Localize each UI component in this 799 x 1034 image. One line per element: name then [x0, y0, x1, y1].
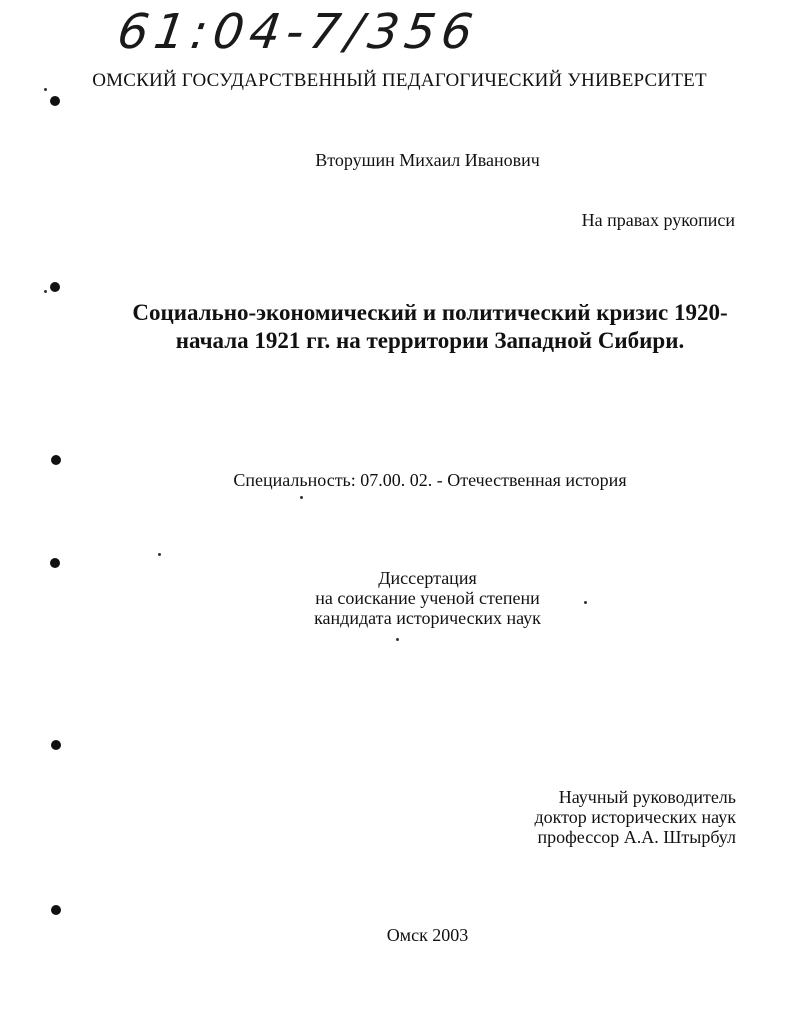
- dissertation-title: [0, 299, 799, 355]
- scan-speck: [584, 601, 587, 604]
- punch-hole-mark: [51, 905, 61, 915]
- supervisor-block: [535, 787, 737, 847]
- punch-hole-mark: [50, 558, 60, 568]
- supervisor-line-3: профессор А.А. Штырбул: [537, 827, 736, 847]
- supervisor-line-2: доктор исторических наук: [534, 807, 736, 827]
- degree-line-2: на соискание ученой степени: [315, 588, 540, 608]
- title-line-2: начала 1921 гг. на территории Западной Сибири.: [175, 328, 685, 353]
- title-line-1: Социально-экономический и политический кризис 1920-: [132, 300, 728, 325]
- punch-hole-mark: [50, 282, 60, 292]
- author-name: Вторушин Михаил Иванович: [315, 150, 540, 170]
- scan-speck: [44, 290, 47, 293]
- degree-statement: [0, 568, 799, 628]
- city-year: Омск 2003: [386, 925, 469, 945]
- university-name: ОМСКИЙ ГОСУДАРСТВЕННЫЙ ПЕДАГОГИЧЕСКИЙ УНИВЕРСИТЕТ: [92, 70, 707, 91]
- supervisor-line-1: Научный руководитель: [558, 787, 736, 807]
- degree-line-1: Диссертация: [378, 568, 477, 588]
- scan-speck: [300, 496, 303, 499]
- scan-speck: [158, 553, 161, 556]
- punch-hole-mark: [51, 455, 61, 465]
- specialty-line: Специальность: 07.00. 02. - Отечественная история: [233, 470, 627, 490]
- scan-speck: [44, 88, 47, 91]
- manuscript-rights-note: На правах рукописи: [581, 210, 735, 230]
- degree-line-3: кандидата исторических наук: [314, 608, 541, 628]
- punch-hole-mark: [50, 96, 60, 106]
- handwritten-archive-number: 61:04-7/356: [114, 4, 482, 60]
- punch-hole-mark: [51, 740, 61, 750]
- scan-speck: [396, 638, 399, 641]
